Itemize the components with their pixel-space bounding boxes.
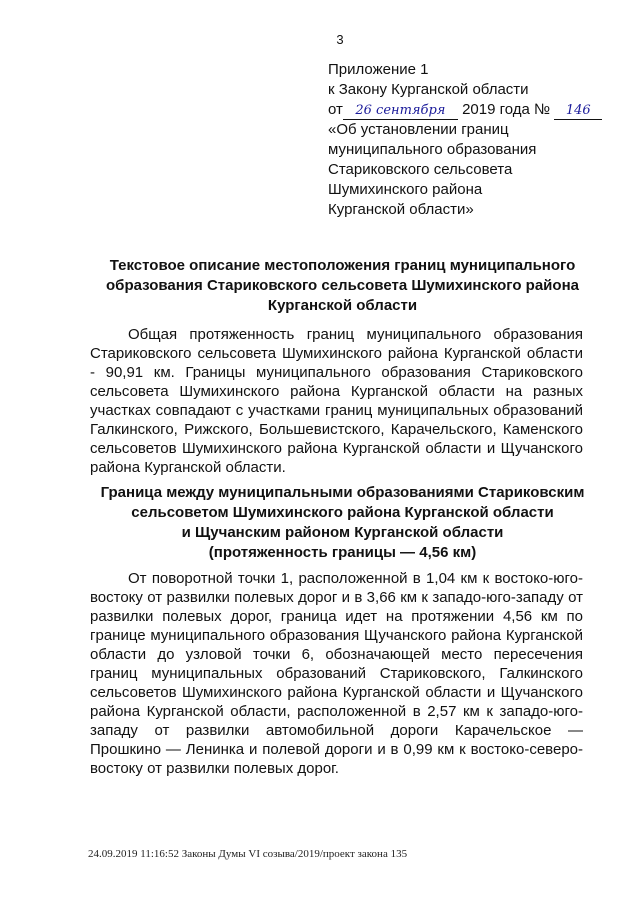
section-2-paragraph: От поворотной точки 1, расположенной в 1,04 км к востоко-юго-востоку от развилки полевых дорог и в 3,66 км к западо-юго-западу от развилки полевых дорог, граница идет на протяжении 4,56 км по границе муниципального образования Щучанского района Курганской области до узловой точки 6, обозначающей место пересечения границ муниципальных образований Стариковского, Галкинского сельсоветов Шумихинского района Курганской области и Щучанского района Курганской области, расположенной в 2,57 км к западо-юго-западу от развилки автомобильной дороги Карачельское — Прошкино — Ленинка и полевой дороги и в 0,99 км к востоко-северо-востоку от развилки полевых дорог. (90, 570, 583, 777)
section-1-title: Текстовое описание местоположения границ муниципального образования Стариковского сельсовета Шумихинского района Курганской области (106, 257, 579, 314)
page-number: 3 (336, 32, 344, 47)
document-footer: 24.09.2019 11:16:52 Законы Думы VI созыва/2019/проект закона 135 (88, 848, 408, 860)
appendix-law-title-3: Стариковского сельсовета (328, 161, 513, 178)
appendix-law-title-1: «Об установлении границ (328, 121, 509, 138)
appendix-law-title-4: Шумихинского района (328, 181, 483, 198)
appendix-law-title-2: муниципального образования (328, 141, 537, 158)
appendix-law-ref: к Закону Курганской области (328, 81, 529, 98)
section-2-title (80, 483, 605, 563)
date-from-label: от (328, 101, 343, 118)
section-2-title-line-4: (протяженность границы — 4,56 км) (208, 544, 477, 561)
appendix-block (328, 60, 618, 220)
appendix-date-line (328, 100, 618, 120)
date-year-text: 2019 года № (462, 101, 551, 118)
handwritten-law-number: 146 (554, 103, 602, 120)
appendix-title: Приложение 1 (328, 61, 429, 78)
section-1-paragraph: Общая протяженность границ муниципального образования Стариковского сельсовета Шумихинского района Курганской области - 90,91 км. Границы муниципального образования Стариковского сельсовета Шумихинского района Курганской области на разных участках совпадают с участками границ муниципальных образований Галкинского, Рижского, Большевистского, Карачельского, Каменского сельсоветов Шумихинского района Курганской области и Щучанского района Курганской области. (90, 326, 583, 476)
section-2-title-line-3: и Щучанским районом Курганской области (181, 524, 504, 541)
appendix-law-title-5: Курганской области» (328, 201, 474, 218)
section-2-title-line-2: сельсоветом Шумихинского района Курганской области (131, 504, 554, 521)
section-2-title-line-1: Граница между муниципальными образованиями Стариковским (100, 484, 585, 501)
handwritten-date: 26 сентября (343, 103, 458, 120)
